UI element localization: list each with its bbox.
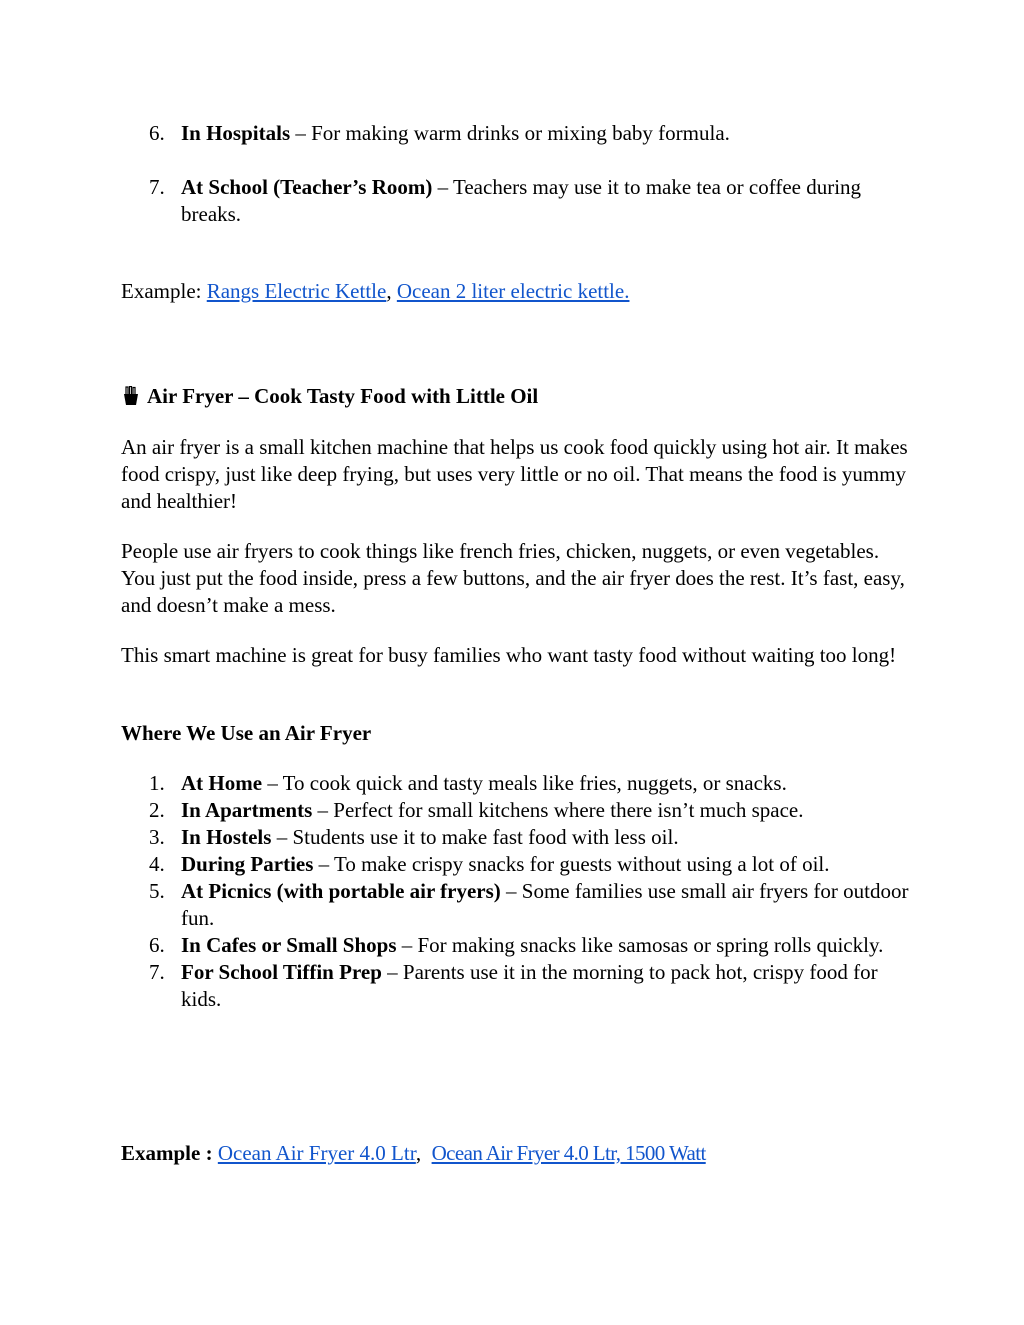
top-list-item xyxy=(121,120,911,147)
list-item-title: At Home xyxy=(181,771,263,795)
list-item-text: – Teachers may use it to make tea or coffee during breaks. xyxy=(181,175,862,226)
list-item-title: At Picnics (with portable air fryers) xyxy=(181,879,501,903)
list-item xyxy=(121,770,911,797)
subheading-text: Where We Use an Air Fryer xyxy=(121,721,372,745)
list-number: 3. xyxy=(149,825,165,849)
example-label: Example: xyxy=(121,279,207,303)
paragraph-usage xyxy=(121,538,911,619)
list-item xyxy=(121,824,911,851)
french-fries-icon xyxy=(121,386,141,406)
link-rangs-electric-kettle[interactable]: Rangs Electric Kettle xyxy=(206,279,387,303)
example-line-air-fryer xyxy=(121,1140,911,1167)
top-list-item xyxy=(121,174,911,228)
paragraph-text: An air fryer is a small kitchen machine that helps us cook food quickly using hot air. It makes food crispy, just like deep frying, but uses very little or no oil. That means the food is yummy and healthier! xyxy=(121,435,908,513)
list-item xyxy=(121,878,911,932)
section-title: Air Fryer – Cook Tasty Food with Little Oil xyxy=(147,384,539,408)
list-item-text: – Some families use small air fryers for outdoor fun. xyxy=(181,879,909,930)
uses-list xyxy=(121,770,911,1013)
list-number: 7. xyxy=(149,175,165,199)
link-ocean-electric-kettle[interactable]: Ocean 2 liter electric kettle. xyxy=(396,279,630,303)
list-number: 7. xyxy=(149,960,165,984)
example-label: Example : xyxy=(121,1141,218,1165)
list-item xyxy=(121,851,911,878)
list-number: 6. xyxy=(149,933,165,957)
subheading xyxy=(121,720,911,747)
list-item-text: – For making snacks like samosas or spring rolls quickly. xyxy=(396,933,884,957)
section-heading xyxy=(121,383,911,410)
list-item-title: At School (Teacher’s Room) xyxy=(181,175,433,199)
list-item-title: In Apartments xyxy=(181,798,313,822)
link-ocean-air-fryer-1500-watt[interactable]: Ocean Air Fryer 4.0 Ltr, 1500 Watt xyxy=(431,1141,706,1165)
list-item-text: – Parents use it in the morning to pack hot, crispy food for kids. xyxy=(181,960,878,1011)
list-item-text: – Students use it to make fast food with less oil. xyxy=(271,825,679,849)
list-item-title: For School Tiffin Prep xyxy=(181,960,382,984)
paragraph-intro xyxy=(121,434,911,515)
list-item-title: During Parties xyxy=(181,852,314,876)
example-separator: , xyxy=(415,1141,432,1165)
paragraph-text: People use air fryers to cook things like french fries, chicken, nuggets, or even vegetables. You just put the food inside, press a few buttons, and the air fryer does the rest. It’s fast, easy, and doesn’t make a mess. xyxy=(121,539,905,617)
list-item-text: – Perfect for small kitchens where there isn’t much space. xyxy=(312,798,804,822)
paragraph-families xyxy=(121,642,911,669)
list-item-title: In Hostels xyxy=(181,825,272,849)
list-number: 5. xyxy=(149,879,165,903)
list-number: 1. xyxy=(149,771,165,795)
list-item-text: – To cook quick and tasty meals like fries, nuggets, or snacks. xyxy=(262,771,787,795)
list-item xyxy=(121,932,911,959)
list-number: 4. xyxy=(149,852,165,876)
example-separator: , xyxy=(386,279,397,303)
list-number: 2. xyxy=(149,798,165,822)
list-item xyxy=(121,797,911,824)
example-line-kettle xyxy=(121,278,911,305)
list-item-title: In Cafes or Small Shops xyxy=(181,933,397,957)
list-item-text: – For making warm drinks or mixing baby formula. xyxy=(290,121,730,145)
list-item-title: In Hospitals xyxy=(181,121,291,145)
paragraph-text: This smart machine is great for busy families who want tasty food without waiting too long! xyxy=(121,643,897,667)
list-number: 6. xyxy=(149,121,165,145)
list-item xyxy=(121,959,911,1013)
list-item-text: – To make crispy snacks for guests without using a lot of oil. xyxy=(313,852,830,876)
link-ocean-air-fryer-4-ltr[interactable]: Ocean Air Fryer 4.0 Ltr xyxy=(217,1141,416,1165)
